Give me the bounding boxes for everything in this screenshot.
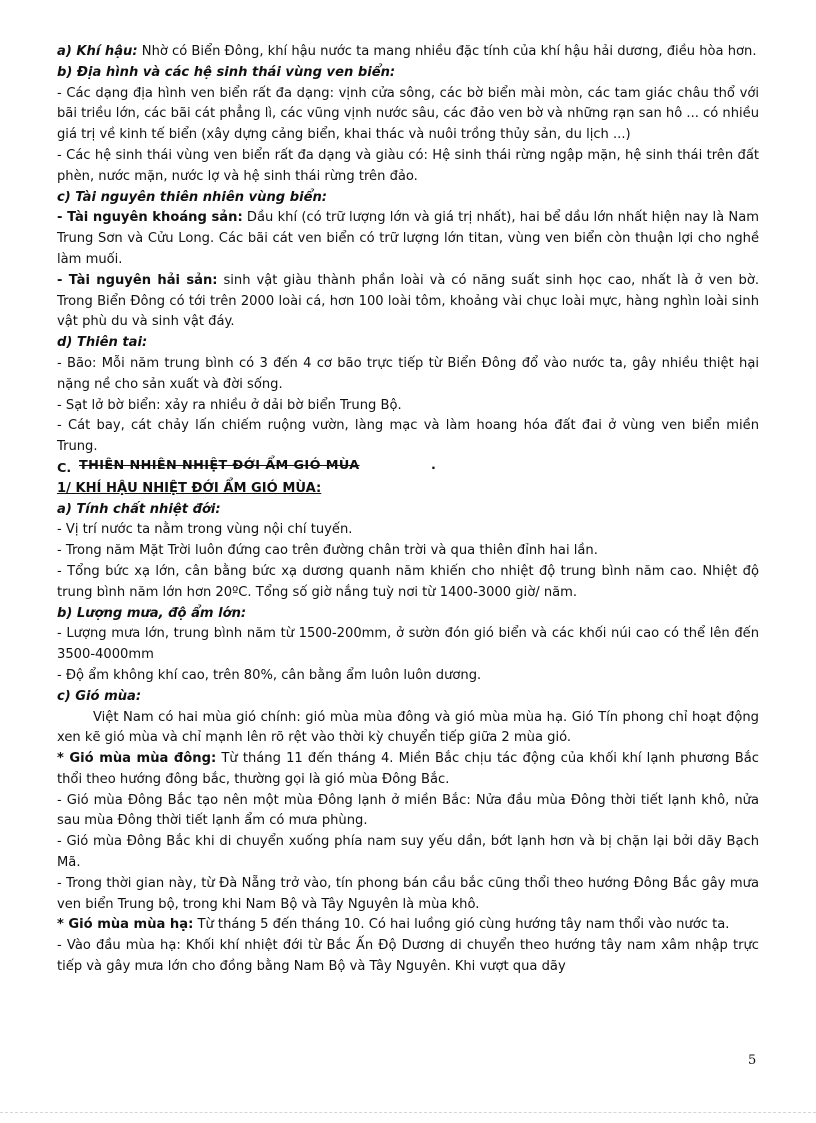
section-c-title: THIÊN NHIÊN NHIỆT ĐỚI ẨM GIÓ MÙA xyxy=(79,457,360,473)
subsection-1-heading: 1/ KHÍ HẬU NHIỆT ĐỚI ẨM GIÓ MÙA: xyxy=(57,480,322,496)
paragraph-humidity: - Độ ẩm không khí cao, trên 80%, cân bằng ẩm luôn luôn dương. xyxy=(57,667,482,683)
paragraph-summer-early: - Vào đầu mùa hạ: Khối khí nhiệt đới từ Bắc Ấn Độ Dương di chuyển theo hướng tây nam xâm nhập trực tiếp và gây mưa lớn cho đồng bằng Nam Bộ và Tây Nguyên. Khi vượt qua dãy xyxy=(57,938,759,975)
paragraph-ecosystems: - Các hệ sinh thái vùng ven biển rất đa dạng và giàu có: Hệ sinh thái rừng ngập mặn, hệ sinh thái trên đất phèn, nước mặn, nước lợ và hệ sinh thái rừng trên đảo. xyxy=(57,147,759,184)
paragraph-monsoon-intro: Việt Nam có hai mùa gió chính: gió mùa mùa đông và gió mùa mùa hạ. Gió Tín phong chỉ hoạt động xen kẽ gió mùa và chỉ mạnh lên rõ rệt vào thời kỳ chuyển tiếp giữa 2 mùa gió. xyxy=(57,709,759,746)
section-c-heading xyxy=(57,458,759,479)
paragraph-rain: - Lượng mưa lớn, trung bình năm từ 1500-200mm, ở sườn đón gió biển và các khối núi cao có thể lên đến 3500-4000mm xyxy=(57,626,759,663)
paragraph-winter-south: - Gió mùa Đông Bắc khi di chuyển xuống phía nam suy yếu dần, bớt lạnh hơn và bị chặn lại bởi dãy Bạch Mã. xyxy=(57,834,759,871)
document-page xyxy=(57,42,759,978)
paragraph-winter-cold: - Gió mùa Đông Bắc tạo nên một mùa Đông lạnh ở miền Bắc: Nửa đầu mùa Đông thời tiết lạnh khô, nửa sau mùa Đông thời tiết lạnh ẩm có mưa phùng. xyxy=(57,792,759,829)
paragraph-terrain-forms: - Các dạng địa hình ven biển rất đa dạng: vịnh cửa sông, các bờ biển mài mòn, các tam giác châu thổ với bãi triều lớn, các bãi cát phẳng lì, các vũng vịnh nước sâu, các đảo ven bờ và những rạn san hô ... có nhiều giá trị về kinh tế biển (xây dựng cảng biển, khai thác và nuôi trồng thủy sản, du lịch ...) xyxy=(57,85,760,143)
heading-disasters: d) Thiên tai: xyxy=(57,335,148,351)
paragraph-radiation: - Tổng bức xạ lớn, cân bằng bức xạ dương quanh năm khiến cho nhiệt độ trung bình năm cao. Nhiệt độ trung bình năm lớn hơn 20ºC. Tổng số giờ nắng tuỳ nơi từ 1400-3000 giờ/ năm. xyxy=(57,563,759,600)
paragraph-winter-monsoon: * Gió mùa mùa đông: Từ tháng 11 đến tháng 4. Miền Bắc chịu tác động của khối khí lạnh phương Bắc thổi theo hướng đông bắc, thường gọi là gió mùa Đông Bắc. xyxy=(57,751,759,787)
paragraph-erosion: - Sạt lở bờ biển: xảy ra nhiều ở dải bờ biển Trung Bộ. xyxy=(57,397,402,413)
heading-tropical: a) Tính chất nhiệt đới: xyxy=(57,501,221,517)
paragraph-minerals: - Tài nguyên khoáng sản: Dầu khí (có trữ lượng lớn và giá trị nhất), hai bể dầu lớn nhất hiện nay là Nam Trung Sơn và Cửu Long. Các bãi cát ven biển có trữ lượng lớn titan, vùng ven biển còn thuận lợi cho nghề làm muối. xyxy=(57,210,759,267)
paragraph-climate: a) Khí hậu: Nhờ có Biển Đông, khí hậu nước ta mang nhiều đặc tính của khí hậu hải dương, điều hòa hơn. xyxy=(57,44,757,59)
heading-monsoon: c) Gió mùa: xyxy=(57,688,142,704)
paragraph-summer-monsoon: * Gió mùa mùa hạ: Từ tháng 5 đến tháng 10. Có hai luồng gió cùng hướng tây nam thổi vào nước ta. xyxy=(57,917,730,933)
section-c-trail: . xyxy=(431,457,436,473)
paragraph-winter-danang: - Trong thời gian này, từ Đà Nẵng trở vào, tín phong bán cầu bắc cũng thổi theo hướng Đông Bắc gây mưa ven biển Trung bộ, trong khi Nam Bộ và Tây Nguyên là mùa khô. xyxy=(57,875,759,912)
heading-terrain: b) Địa hình và các hệ sinh thái vùng ven biển: xyxy=(57,64,396,80)
heading-resources: c) Tài nguyên thiên nhiên vùng biển: xyxy=(57,189,328,205)
paragraph-sun: - Trong năm Mặt Trời luôn đứng cao trên đường chân trời và qua thiên đỉnh hai lần. xyxy=(57,543,598,559)
page-bottom-divider xyxy=(0,1112,816,1113)
section-c-letter: C. xyxy=(57,460,72,476)
page-number: 5 xyxy=(748,1053,757,1068)
heading-rainfall: b) Lượng mưa, độ ẩm lớn: xyxy=(57,605,247,621)
paragraph-location: - Vị trí nước ta nằm trong vùng nội chí tuyến. xyxy=(57,522,353,538)
paragraph-sand: - Cát bay, cát chảy lấn chiếm ruộng vườn, làng mạc và làm hoang hóa đất đai ở vùng ven biển miền Trung. xyxy=(57,418,759,455)
heading-climate: a) Khí hậu: xyxy=(57,44,138,59)
paragraph-seafood: - Tài nguyên hải sản: sinh vật giàu thành phần loài và có năng suất sinh học cao, nhất là ở ven bờ. Trong Biển Đông có tới trên 2000 loài cá, hơn 100 loài tôm, khoảng vài chục loài mực, hàng nghìn loài sinh vật phù du và sinh vật đáy. xyxy=(57,272,759,330)
paragraph-storms: - Bão: Mỗi năm trung bình có 3 đến 4 cơ bão trực tiếp từ Biển Đông đổ vào nước ta, gây nhiều thiệt hại nặng nề cho sản xuất và đời sống. xyxy=(57,355,759,392)
